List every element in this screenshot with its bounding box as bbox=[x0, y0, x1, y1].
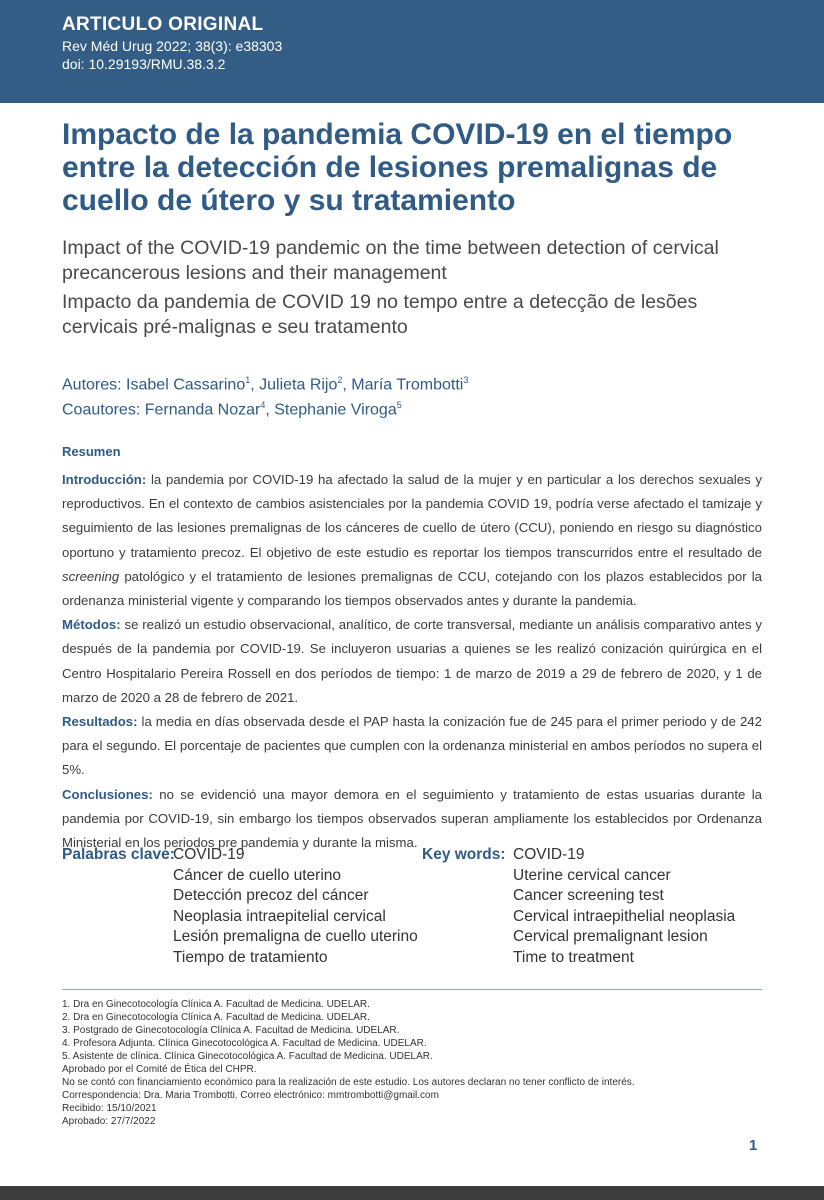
footnote: Aprobado por el Comité de Ética del CHPR. bbox=[62, 1064, 257, 1075]
conclusions-label: Conclusiones: bbox=[62, 786, 153, 802]
journal-header bbox=[0, 0, 824, 103]
author-sup: 3 bbox=[463, 375, 469, 385]
abstract-methods bbox=[62, 613, 762, 710]
coauthors-line: Coautores: Fernanda Nozar$^4$, Stephanie Viroga$^5$ bbox=[62, 400, 402, 419]
subtitle-english: Impact of the COVID-19 pandemic on the time between detection of cervical precancerous lesions and their management bbox=[62, 237, 719, 284]
introduction-emphasis: screening bbox=[62, 568, 120, 584]
footnote: 3. Postgrado de Ginecotocología Clínica A. Facultad de Medicina. UDELAR. bbox=[62, 1025, 400, 1036]
keyword: Cervical premalignant lesion bbox=[513, 928, 708, 945]
abstract-heading: Resumen bbox=[62, 444, 121, 459]
methods-text: se realizó un estudio observacional, analítico, de corte transversal, mediante un análisis comparativo antes y después de la pandemia por COVID-19. Se incluyeron usuarias a quienes se les realizó conización quirúrgica en el Centro Hospitalario Pereira Rossell en dos períodos de tiempo: 1 de marzo de 2019 a 29 de febrero de 2020, y 1 de marzo de 2020 a 28 de febrero de 2021. bbox=[62, 617, 762, 705]
coauthors-label: Coautores: bbox=[62, 401, 141, 419]
introduction-text-cont: patológico y el tratamiento de lesiones premalignas de CCU, cotejando con los plazos establecidos por la ordenanza ministerial vigente y comparando los tiempos observados antes y durante la pandemia. bbox=[62, 568, 762, 609]
footnote-divider bbox=[62, 989, 762, 990]
author-name: Julieta Rijo bbox=[259, 376, 338, 394]
journal-reference: Rev Méd Urug 2022; 38(3): e38303 bbox=[62, 38, 283, 54]
doi: doi: 10.29193/RMU.38.3.2 bbox=[62, 56, 226, 72]
coauthor-name: Stephanie Viroga bbox=[274, 401, 397, 419]
abstract bbox=[62, 468, 762, 855]
footnote: 2. Dra en Ginecotocología Clínica A. Facultad de Medicina. UDELAR. bbox=[62, 1012, 370, 1023]
authors-line: Autores: Isabel Cassarino$^1$, Julieta Rijo$^2$, María Trombotti$^3$ bbox=[62, 375, 469, 394]
abstract-introduction bbox=[62, 468, 762, 613]
conclusions-text: no se evidenció una mayor demora en el seguimiento y tratamiento de estas usuarias durante la pandemia por COVID-19, sin embargo los tiempos observados superan ampliamente los establecidos por Ordenanza Ministerial en los periodos pre pandemia y durante la misma. bbox=[62, 786, 762, 851]
footnote: Aprobado: 27/7/2022 bbox=[62, 1116, 156, 1127]
keyword: Neoplasia intraepitelial cervical bbox=[173, 907, 386, 925]
authors-block bbox=[62, 370, 762, 421]
footnote: 4. Profesora Adjunta. Clínica Ginecotocológica A. Facultad de Medicina. UDELAR. bbox=[62, 1038, 427, 1049]
footnote: Recibido: 15/10/2021 bbox=[62, 1103, 157, 1114]
footnotes bbox=[62, 998, 762, 1128]
article-type: ARTICULO ORIGINAL bbox=[62, 14, 264, 35]
footnote: Correspondencia: Dra. Maria Trombotti. Correo electrónico: mmtrombotti@gmail.com bbox=[62, 1090, 439, 1101]
footnote: No se contó con financiamiento económico para la realización de este estudio. Los autores declaran no tener conflicto de interés. bbox=[62, 1077, 635, 1088]
methods-label: Métodos: bbox=[62, 617, 121, 633]
coauthor-sup: 4 bbox=[260, 400, 266, 411]
keywords-english bbox=[422, 845, 735, 968]
keywords-english-label: Key words: bbox=[422, 846, 506, 863]
keywords-spanish-label: Palabras clave: bbox=[62, 846, 175, 863]
coauthor-name: Fernanda Nozar bbox=[144, 401, 261, 419]
abstract-results bbox=[62, 710, 762, 783]
keyword: COVID-19 bbox=[173, 846, 245, 863]
article-title: Impacto de la pandemia COVID-19 en el tiempo entre la detección de lesiones premalignas de cuello de útero y su tratamiento bbox=[62, 118, 733, 217]
results-text: la media en días observada desde el PAP hasta la conización fue de 245 para el primer periodo y de 242 para el segundo. El porcentaje de pacientes que cumplen con la ordenanza ministerial en ambos períodos no supera el 5%. bbox=[62, 714, 762, 778]
keyword: Cáncer de cuello uterino bbox=[173, 866, 342, 884]
keyword: Cervical intraepithelial neoplasia bbox=[513, 907, 736, 925]
keyword: Cancer screening test bbox=[513, 887, 664, 904]
footnote: 1. Dra en Ginecotocología Clínica A. Facultad de Medicina. UDELAR. bbox=[62, 999, 370, 1010]
keywords-spanish-list bbox=[173, 845, 418, 968]
keyword: Uterine cervical cancer bbox=[513, 866, 671, 884]
author-name: Isabel Cassarino bbox=[126, 376, 246, 394]
results-label: Resultados: bbox=[62, 714, 138, 730]
subtitle-portuguese: Impacto da pandemia de COVID 19 no tempo entre a detecção de lesões cervicais pré-malignas e seu tratamento bbox=[62, 291, 698, 338]
keywords-spanish bbox=[62, 845, 418, 968]
author-name: María Trombotti bbox=[351, 376, 464, 394]
keyword: COVID-19 bbox=[513, 846, 585, 863]
author-sup: 2 bbox=[337, 375, 343, 385]
introduction-label: Introducción: bbox=[62, 472, 147, 487]
footer-bar bbox=[0, 1186, 824, 1200]
page-number: 1 bbox=[749, 1137, 758, 1154]
keyword: Time to treatment bbox=[513, 948, 634, 966]
keywords-english-list bbox=[513, 845, 735, 968]
introduction-text: la pandemia por COVID-19 ha afectado la salud de la mujer y en particular a los derechos sexuales y reproductivos. En el contexto de cambios asistenciales por la pandemia COVID 19, podría verse afectado el tamizaje y seguimiento de las lesiones premalignas de los cánceres de cuello de útero (CCU), poniendo en riesgo su diagnóstico oportuno y tratamiento precoz. El objetivo de este estudio es reportar los tiempos transcurridos entre el resultado de bbox=[62, 472, 762, 560]
keyword: Detección precoz del cáncer bbox=[173, 887, 369, 904]
keyword: Lesión premaligna de cuello uterino bbox=[173, 928, 418, 945]
author-sup: 1 bbox=[245, 375, 251, 385]
footnote: 5. Asistente de clínica. Clínica Ginecotocológica A. Facultad de Medicina. UDELAR. bbox=[62, 1051, 433, 1062]
authors-label: Autores: bbox=[62, 376, 122, 394]
keyword: Tiempo de tratamiento bbox=[173, 948, 328, 966]
coauthor-sup: 5 bbox=[396, 400, 402, 411]
